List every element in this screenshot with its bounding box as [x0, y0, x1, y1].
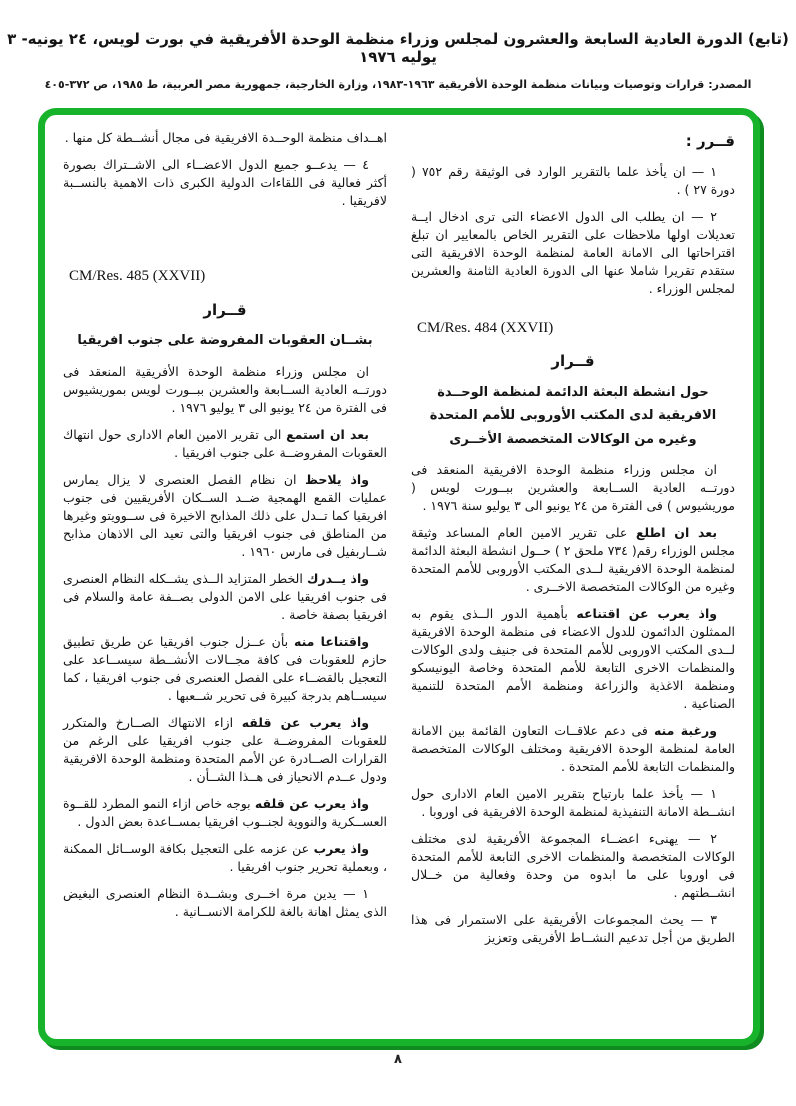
carryover-paragraph: اهــداف منظمة الوحــدة الافريقية فى مجال أنشــطة كل منها . — [64, 130, 387, 145]
column-left — [63, 129, 387, 1029]
header-source-line: المصدر: قرارات وتوصيات وبيانات منظمة الوحدة الأفريقية ١٩٦٣-١٩٨٣، وزارة الخارجية، جمهورية مصر العربية، ط ١٩٨٥، ص ٣٧٢-٤٠٥ — [44, 78, 752, 91]
two-column-layout — [63, 129, 735, 1029]
operative-paragraph: ١ — يدين مرة اخــرى وبشــدة النظام العنصرى البغيض الذى يمثل اهانة بالغة للكرامة الانســانية . — [63, 885, 387, 919]
preamble-paragraph: واذ يــدرك الخطر المتزايد الــذى يشــكله النظام العنصرى فى جنوب افريقيا على الامن الدولى بصــفة عامة والسلام فى افريقيا بصفة خاصة . — [63, 570, 387, 622]
operative-item-2: ٢ — ان يطلب الى الدول الاعضاء التى ترى ادخال ايــة تعديلات اولها ملاحظات على التقرير الخاص بالمعايير ان تبلغ اقتراحاتها الى الامانة العامة لمنظمة الوحدة الافريقية التى ستقدم تقريرا شاملا عنها الى الدورة العادية الثامنة والعشرين لمجلس الوزراء . — [411, 208, 735, 296]
column-right — [411, 129, 735, 1029]
subtitle-line: بشــان العقوبات المفروضة على جنوب افريقيا — [77, 333, 373, 349]
header-session-title: (تابع) الدورة العادية السابعة والعشرون لمجلس وزراء منظمة الوحدة الأفريقية في بورت لويس، ٢٤ يونيه- ٣ يوليه ١٩٧٦ — [7, 30, 789, 66]
carryover-paragraph: ٤ — يدعــو جميع الدول الاعضــاء الى الاشــتراك بصورة أكثر فعالية فى اللقاءات الدولية الكبرى ذات الاهمية بالنســبة لافريقيا . — [63, 157, 387, 208]
resolution-title-484: قــرار — [551, 352, 595, 371]
operative-item-1: ١ — ان يأخذ علما بالتقرير الوارد فى الوثيقة رقم ٧٥٢ ( دورة ٢٧ ) . — [411, 163, 735, 197]
preamble-paragraph: واذ يلاحظ ان نظام الفصل العنصرى لا يزال يمارس عمليات القمع الهمجية ضــد الســكان الأفريقيين فى جنوب افريقيا كما تــدل على ذلك المذابح الاخيرة فى ســوويتو وغيرها من المناطق فى جنوب افريقيا والتى تعيد الى الاذهان مذابح شــاربفيل فى مارس ١٩٦٠ . — [63, 471, 387, 559]
decides-heading: قــرر : — [685, 132, 735, 150]
preamble-paragraph: واذ يعرب عن قلقه بوجه خاص ازاء النمو المطرد للقــوة العســكرية والنووية لجنــوب افريقيا بمســاعدة بعض الدول . — [63, 795, 387, 829]
content-frame — [38, 108, 760, 1046]
resolution-subtitle-484 — [411, 381, 735, 451]
subtitle-line: الافريقية لدى المكتب الأوروبى للأمم المتحدة — [429, 408, 717, 424]
preamble-paragraph: بعد ان استمع الى تقرير الامين العام الادارى حول انتهاك العقوبات المفروضــة على جنوب افريقيا . — [63, 426, 387, 460]
operative-paragraph: ٢ — يهنىء اعضــاء المجموعة الأفريقية لدى مختلف الوكالات المتخصصة والمنظمات الاخرى التابعة للأمم المتحدة فى اوروبا على ما ابدوه من وحدة وفعالية من خــلال انشــطتهم . — [411, 830, 735, 900]
preamble-paragraph: ان مجلس وزراء منظمة الوحدة الافريقية المنعقد فى دورتــه العادية الســابعة والعشرين ببــورت لويس ( موريشيوس ) فى الفترة من ٢٤ يونيو الى ٣ يوليو سنة ١٩٧٦ . — [411, 461, 735, 513]
subtitle-line: وغيره من الوكالات المتخصصة الأخــرى — [449, 431, 697, 447]
page-header — [0, 30, 796, 91]
preamble-paragraph: بعد ان اطلع على تقرير الامين العام المساعد وثيقة مجلس الوزراء رقم( ٧٣٤ ملحق ٢ ) حــول انشطة البعثة الدائمة لمنظمة الوحدة الافريقية لــدى المكتب الأوروبى للأمم المتحدة وغيره من الوكالات المتخصصة الاخــرى . — [411, 524, 735, 594]
preamble-paragraph: ورغبة منه فى دعم علاقــات التعاون القائمة بين الامانة العامة لمنظمة الوحدة الافريقية ومختلف الوكالات المتخصصة والمنظمات التابعة للأمم المتحدة . — [411, 722, 735, 774]
subtitle-line: حول انشطة البعثة الدائمة لمنظمة الوحــدة — [437, 384, 709, 400]
resolution-title-485: قــرار — [203, 300, 247, 319]
page-number: ٨ — [394, 1052, 402, 1067]
preamble-paragraph: واقتناعا منه بأن عــزل جنوب افريقيا عن طريق تطبيق حازم للعقوبات فى كافة مجــالات الأنشــطة سيســاعد على التعجيل بالقضــاء على الفصل العنصرى فى جنوب افريقيا ، كما سيســاهم بدرجة كبيرة فى تحرير شــعبها . — [63, 633, 387, 703]
preamble-paragraph: واذ يعرب عن اقتناعه بأهمية الدور الــذى يقوم به الممثلون الدائمون للدول الاعضاء فى منظمة الوحدة الافريقية لــدى المكتب الاوروبى للأمم المتحدة فى جنيف ولدى الوكالات والمنظمات الاخرى التابعة للأمم المتحدة وخاصة اليونيسكو ومنظمة الاغذية والزراعة ومنظمة الأمم المتحدة للتنمية الصناعية . — [411, 605, 735, 711]
preamble-paragraph: واذ يعرب عن قلقه ازاء الانتهاك الصــارخ والمتكرر للعقوبات المفروضــة على جنوب افريقيا على الرغم من القرارات الصــادرة عن الأمم المتحدة ومنظمة الوحدة الافريقية ودول عــدم الانحياز فى هــذا الشــأن . — [63, 714, 387, 784]
preamble-paragraph: واذ يعرب عن عزمه على التعجيل بكافة الوســائل الممكنة ، وبعملية تحرير جنوب افريقيا . — [63, 840, 387, 874]
preamble-paragraph: ان مجلس وزراء منظمة الوحدة الأفريقية المنعقد فى دورتــه العادية الســابعة والعشرين ببــورت لويس بموريشيوس فى الفترة من ٢٤ يونيو الى ٣ يوليو ١٩٧٦ . — [63, 363, 387, 415]
resolution-ref-485: CM/Res. 485 (XXVII) — [69, 268, 206, 284]
operative-paragraph: ١ — يأخذ علما بارتياح بتقرير الامين العام الادارى حول انشــطة الامانة التنفيذية لمنظمة الوحدة الافريقية فى اوروبا . — [411, 785, 735, 819]
resolution-ref-484: CM/Res. 484 (XXVII) — [417, 319, 554, 336]
resolution-subtitle-485 — [63, 329, 387, 352]
operative-paragraph: ٣ — يحث المجموعات الأفريقية على الاستمرار فى هذا الطريق من أجل تدعيم النشــاط الأفريقى وتعزيز — [411, 911, 735, 945]
